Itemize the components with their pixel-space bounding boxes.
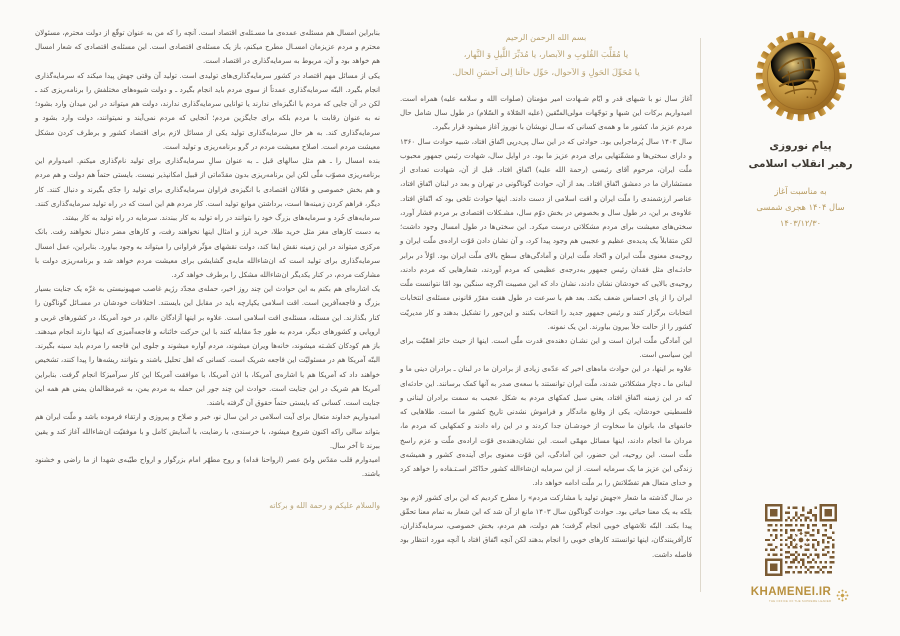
paragraph: بنده امسال را ـ هم مثل سالهای قبل ـ به عنوان سالِ سرمایه‌گذاری برای تولید نام‌گذاری میکنم. امیدوارم این برنامه‌ریزی مصوّب ملّی لکن این برنامه‌ریزی بدون مقدّماتی از قبیل امکانپذیر نیست. بایستی حتماً هم دولت و هم مردم و هم بخش خصوصی و فعّالان اقتصادی با انگیزه‌ی فراوان سرمایه‌گذاری برای تولید را جدّی بگیرند و دنبال کنند. کار دیگر، فراهم کردن زمینه‌ها است، برداشتن موانع تولید است. کار مردم هم این است که در راه تولید سرمایه‌گذاری کنند. سرمایه‌های خُرد و سرمایه‌های بزرگ خود را بتوانند در راه تولید به کار ببندند. سرمایه در راه تولید به کار بیفتد.	[35, 156, 380, 223]
paragraph: علاوه بر اینها، در این حوادث ماه‌های اخیر که عدّه‌ی زیادی از برادران ما در لبنان ـ برادران دینی ما و لبنانی ما ـ دچار مشکلاتی شدند، ملّت ایران توانستند با سعه‌ی صدر به آنها کمک برسانند. این حادثه‌ای که در این زمینه اتّفاق افتاد، یعنی سیل کمکهای مردم به شکل عجیب به سمت برادران لبنانی و فلسطینی خودشان، یکی از وقایع ماندگار و فراموش نشدنی تاریخ کشور ما است. طلاهایی که خانمهای ما، بانوان ما سخاوت از خودشـان جدا کردند و در این راه دادند و کمکهایی که مردم ما، مردان ما انجام دادند، اینها مسائل مهمّی است. این نشان‌دهنده‌ی قوّت اراده‌ی ملّت و عزم راسخ ملّت است. این روحیه، این حضور، این آمادگی، این قوّت معنوی برای آینده‌ی کشور و همیشه‌ی زندگی این عزیز ما یک سرمایه است. از این سرمایه ان‌شاءالله کشور حدّاکثر اسـتـفاده را خواهد کرد و خدای متعال هم تفضّلاتش را بر ملّت ادامه خواهد داد.	[400, 364, 692, 488]
paragraph: امیدوارم قلب مقدّس ولیّ عصر (ارواحنا فداه) و روح مطهّر امام بزرگوار و ارواح طیّبه‌ی شهدا از ما راضی و خشنود باشند.	[35, 455, 380, 479]
right-panel	[701, 0, 900, 636]
occasion-line-2: سال ۱۴۰۴ هجری شمسی	[756, 201, 845, 212]
paragraph: امیدواریم خداوند متعال برای آیت اسلامی در این سال نو، خیر و صلاح و پیروزی و ارتقاء فرموده باشد و ملّت ایران هم بتواند سالی راکه اکنون شروع میشود، با خرسندی، با رضایت، با آسایش کامل و با موفقیّت ان‌شاءالله آغاز کند و یقین ببرند تا آخر سال.	[35, 412, 380, 450]
bismillah-line: بسم الله الرحمن الرحیم	[505, 33, 587, 42]
paragraph: یک اشاره‌ای هم بکنم به این حوادث این چند روز اخیر، حمله‌ی مجدّد رژیم غاصب صهیونیستی به غزّه یک جنایت بسیار بزرگ و فاجعه‌آفرین است. اقت اسلامی یکپارچه باید در مقابل این بایستند. اختلافات خودشان در مسـائل گوناگون را کنار بگذارند. این مسئله، مسئله‌ی اقت اسلامی است. علاوه بر اینها آزادگان عالم، در خود آمریکا، در کشورهای غربی و اروپایی و کشورهای دیگر، مردم به طور جدّ مقابله کنند با این حرکت خائنانه و فاجعه‌آمیزی که اینها دارند انجام میدهند. باز هم کودکان کشـته میشوند، خانه‌ها ویران میشوند، مردم آواره میشوند و جلوی این فاجعه را مردم باید سینه بگیرند. البتّه آمریکا هم در مسئولیّت این فاجعه شریک است. کسانی که اهل تحلیل باشند و بتوانند ریشه‌ها را پیدا کنند، تشخیص خواهند داد که آمریکا هم با اشاره‌ی آمریکا، با اذن آمریکا، با موافقت آمریکا این کار سرآمیزکا انجام گرفت. بنابراین آمریکا هم شریک در این جنایت است. حوادث این چند جور این حمله به مردم یمن، به غیرمظالمان یمنی هم همه این جنایت است. کسانی که بایستی حتماً حقوق آن گرفته باشند.	[35, 284, 380, 408]
paragraph: این آمادگی ملّت ایران است و این نشـان دهنده‌ی قدرت ملّی است. اینها از حیث حائز اهمّیّت برای این سیاسی است.	[400, 335, 692, 360]
paragraph: سال ۱۴۰۳ سال پُرماجرایی بود. حوادثی که در این سال پی‌درپی اتّفاق افتاد، شبیه حوادث سال ۱۳۶۰ و دارای سختی‌ها و مشقّتهایی برای مردم عزیز ما بود. در اوایل سال، شهادت رئیس جمهور محبوب ملّت ایران، مرحوم آقای رئیسی (رحمة الله علیه) اتّفاق افتاد. قبل از آن، شهادت تعدادی از مستشاران ما در دمشق اتّفاق افتاد. بعد از آن، حوادث گوناگونی در تهران و بعد در لبنان اتّفاق افتاد، عناصر ارزشمندی را ملّت ایران و اقت اسلامی از دست دادند. اینها حوادث تلخی بود که اتّفاق افتاد. علاوه‌ی بر این، در طول سال و بخصوص در بخش دوّم سال، مشـکلات اقتصادی بر مردم فشار آورد، سختی‌های معیشت برای مردم مشکلاتی درست میکرد. این سختی‌ها در طول امسال وجود داشت؛ لکن متقابلاً یک پدیده‌ی عظیم و عجیبی هم وجود پیدا کرد، و آن نشان دادن قوّت اراده‌ی ملّت ایران و روحیه‌ی معنوی ملّت ایران و اتّحاد ملّت ایران و آمادگی‌های سطح بالای ملّت ایران بود. اوّلاً در برابر حادثـه‌ای مثل فقدان رئیس جمهور به‌درجه‌ی عظیمی که مردم آوردند، شعارهایی که مردم دادند، روحیه‌ی بالایی که خودشان نشان دادند، نشان داد که این مصیبت اگرچه سنگین بود امّا نتوانست ملّت ایران را از پای احساس ضعف بکند. بعد هم با سرعت در طول هفت مقرّر قانونی مسئله‌ی انتخابات انتخابات برگزار کنند و رئیس جمهور جدید را انتخاب بکنند و این‌جور را تشکیل بدهند و کار مدیریّت کشور را از حالت خلأ بیرون بیاورند. این یک نمونه.	[400, 136, 692, 331]
paragraph: یکی از مسائل مهم اقتصاد در کشور سرمایه‌گذاری‌های تولیدی است. تولید آن وقتی جهش پیدا میکند که سرمایه‌گذاری انجام بگیرد. البتّه سرمایه‌گذاری عمدتاً از سوی مردم باید انجام بگیرد ـ و دولت شیوه‌های مختلفش را برنامه‌ریزی کند ـ لکن در آن جایی که مردم یا انگیزه‌ای ندارند یا توانایی سرمایه‌گذاری ندارند، دولت هم میتواند در این میدان وارد بشود؛ نه به عنوان رقابت با مردم بلکه برای جایگزین مردم؛ آنجایی که مردم نمی‌آیند و نمیتوانند، دولت وارد بشود و سرمایه‌گذاری کند. به هر حال سرمایه‌گذاری تولید یکی از مسائل لازم برای اقتصاد کشور و برطرف کردن مشکل معیشت مردم است. اصلاح معیشت مردم در گرو برنامه‌ریزی و تولید است.	[35, 70, 380, 151]
body-column-left	[35, 0, 380, 636]
message-date: ۱۴۰۳/۱۲/۳۰	[779, 218, 822, 229]
rosette-logo-icon	[835, 588, 850, 603]
dua-line-2: یا مُحَوِّلَ الحَولِ وَ الاَحوال، حَوِّل حالَنا اِلی اَحسَنِ الحال.	[452, 66, 640, 77]
year-slogan-seal-icon	[755, 30, 847, 122]
message-title-line-1: پیام نوروزی	[769, 140, 832, 152]
occasion-line-1: به مناسبت آغاز	[774, 185, 827, 196]
paragraph: بنابراین امسال هم مسئله‌ی عمده‌ی ما مسـئله‌ی اقتصاد است. آنچه را که من به عنوان توقّع از دولت محترم، مسئولان محترم و مردم عزیزمان امسـال مطرح میکنم، باز یک مسئله‌ی اقتصادی است. این مسئله‌ی اقتصادی که شعار امسال هم خواهد بود و آن، مربوط به سرمایه‌گذاری در اقتصاد است.	[35, 28, 380, 66]
qr-code-icon[interactable]	[765, 504, 837, 576]
qr-block	[751, 504, 850, 604]
paragraph: در سال گذشته ما شعار «جهش تولید با مشارکت مردم» را مطرح کردیم که این برای کشور لازم بود بلکه به یک معنا حیاتی بود. حوادث گوناگون سال ۱۴۰۳ مانع از آن شد که این شعار به تمام معنا تحقّق پیدا بکند. البتّه تلاشهای خوبی انجام گرفت؛ هم دولت، هم مردم، بخش خصوصی، سرمایه‌گذاران، کارآفرینندگان، اینها توانستند کارهای خوبی را انجام بدهند لکن آنچه اتّفاق افتاد با آنچه مورد انتظار بود فاصله داشت.	[400, 492, 692, 559]
body-column-middle	[400, 0, 692, 636]
brand-tagline: THE OFFICE OF THE SUPREME LEADER	[769, 599, 832, 604]
closing-salutation: والسلام علیکم و رحمة الله و برکاته	[269, 500, 380, 510]
brand-name: KHAMENEI.IR	[750, 586, 832, 599]
title-block	[715, 137, 886, 231]
dua-line-1: یا مُقَلِّبَ القُلوبِ و الاَبصار، یا مُدَبِّرَ اللَّیلِ وَ النَّهار،	[463, 49, 629, 60]
paragraph: به دست کارهای مغز مثل خرید طلا، خرید ارز و امثال اینها نخواهند رفت، و کارهای مضر دنبال نخواهند رفت. بانک مرکزی میتواند در این زمینه نقش ایفا کند، دولت نقشهای مؤثّر فراوانی را میتواند به وجود بیاورد. بنابراین، عمل امسال سرمایه‌گذاری برای تولید است که ان‌شاءالله مایه‌ی گشایشی برای معیشت مردم خواهد شد و برنامه‌ریزی دولت با مشارکت مردم، در کنار یکدیگر ان‌شاءالله مشکل را برطرف خواهد کرد.	[35, 227, 380, 279]
site-brand[interactable]	[751, 587, 850, 604]
message-title-line-2: رهبر انقلاب اسلامی	[748, 158, 853, 171]
paragraph: آغاز سال نو با شبهای قدر و ایّام شـهادت امیر مؤمنان (صلوات الله و سلامه علیه) همراه است. امیدواریم برکات این شبها و توجّهات مولی‌المتّقین (علیه الصّلاة و السّلام) در طول سال شامل حال مردم عزیز ما، کشور ما و همه‌ی کسانی که سـال نویشان با نوروز آغاز میشود قرار بگیرد.	[400, 94, 692, 132]
